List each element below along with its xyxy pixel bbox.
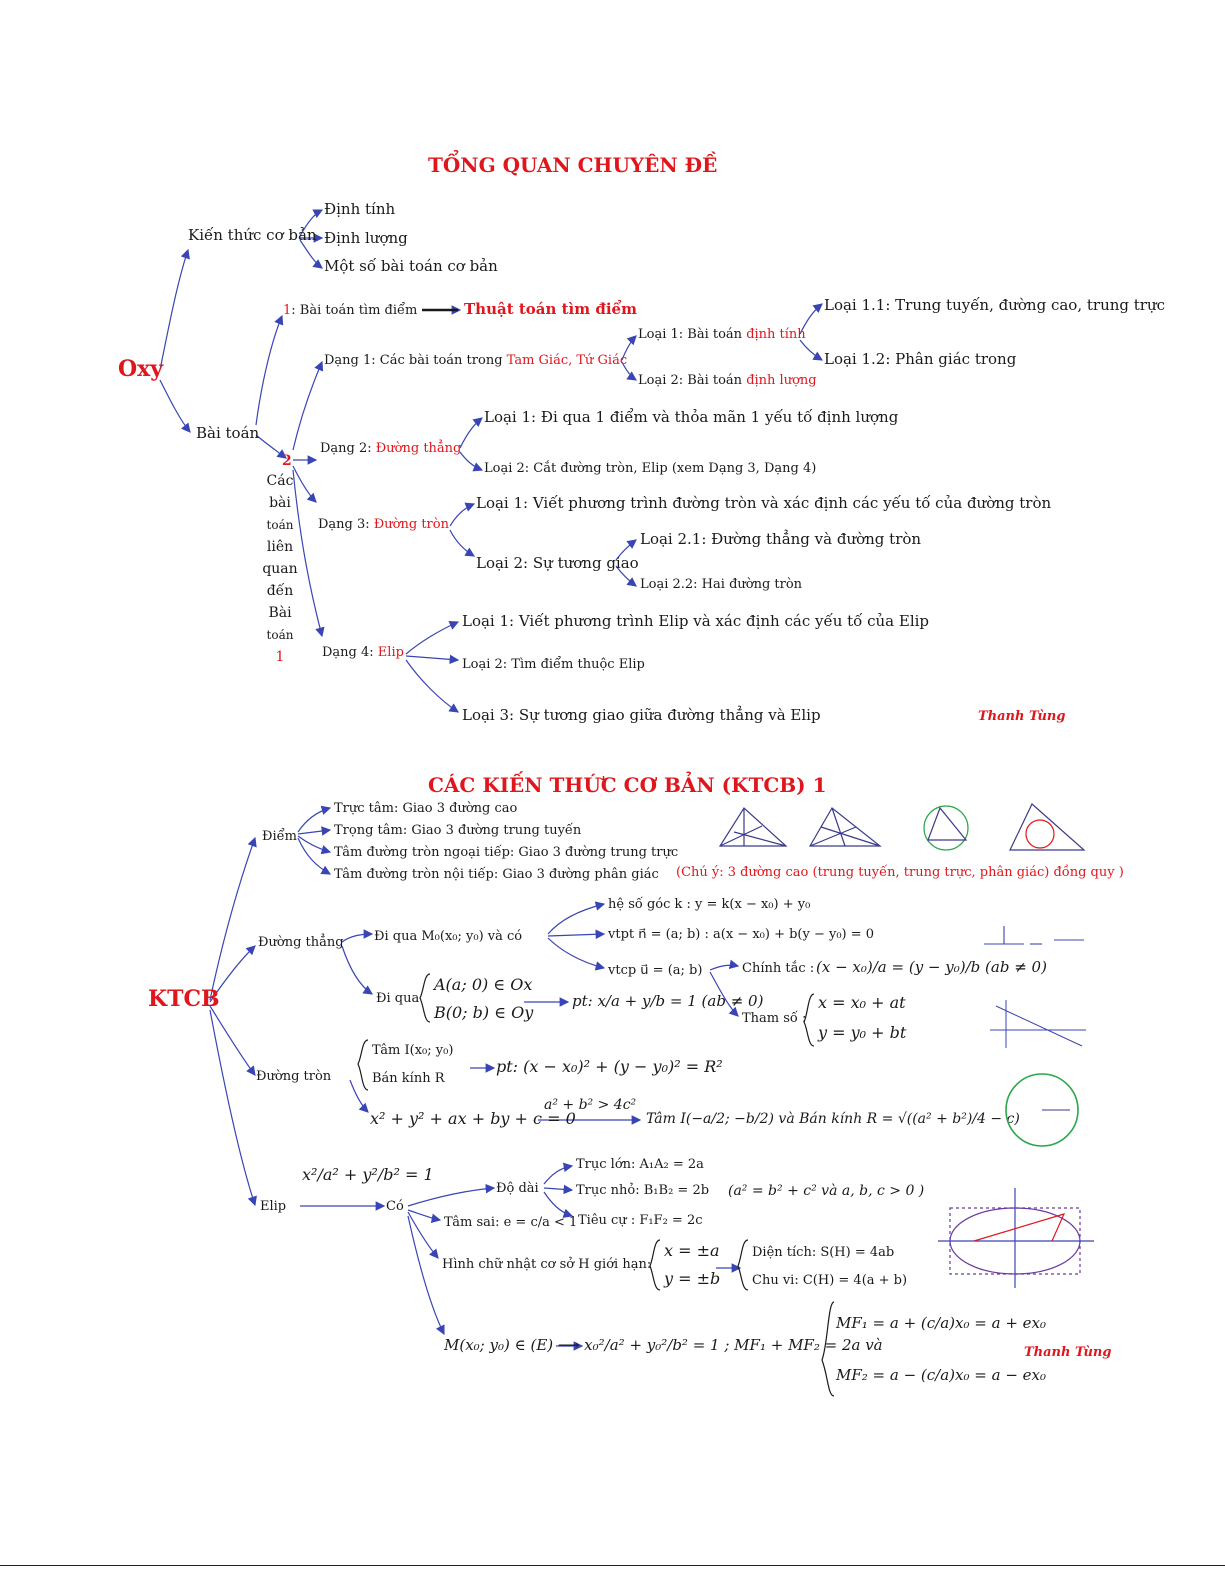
m-thuoc-elip: M(x₀; y₀) ∈ (E) ⟶ x₀²/a² + y₀²/b² = 1 ; MF₁ + MF₂ = 2a và <box>444 1336 883 1354</box>
dang-1-loai-1 <box>638 326 806 344</box>
dang-2-loai-1: Loại 1: Đi qua 1 điểm và thỏa mãn 1 yếu tố định lượng <box>484 408 899 426</box>
loai-1-2: Loại 1.2: Phân giác trong <box>824 350 1017 368</box>
bai-toan-1-label <box>283 302 417 320</box>
chu-y-note <box>676 864 1124 882</box>
kien-thuc-co-ban: Kiến thức cơ bản <box>188 226 317 244</box>
tham-so-2: y = y₀ + bt <box>818 1023 907 1042</box>
thuat-toan-tim-diem: Thuật toán tìm điểm <box>464 300 637 318</box>
dang-3-loai-1: Loại 1: Viết phương trình đường tròn và xác định các yếu tố của đường tròn <box>476 494 1052 512</box>
dang-1-prefix: Dạng 1: Các bài toán trong <box>324 353 507 368</box>
bt2-line: bài <box>269 495 291 511</box>
author-signature-2: Thanh Tùng <box>1024 1345 1112 1360</box>
tam-i: Tâm I(x₀; y₀) <box>372 1043 454 1058</box>
loai-1-1: Loại 1.1: Trung tuyến, đường cao, trung trực <box>824 296 1166 314</box>
he-so-goc: hệ số góc k : y = k(x − x₀) + y₀ <box>608 897 811 912</box>
vtpt: vtpt n⃗ = (a; b) : a(x − x₀) + b(y − y₀) = 0 <box>608 927 875 942</box>
tieu-cu: Tiêu cự : F₁F₂ = 2c <box>578 1213 703 1228</box>
hinh-chu-nhat: Hình chữ nhật cơ sở H giới hạn: <box>442 1257 652 1272</box>
ban-kinh: Bán kính R <box>372 1071 445 1086</box>
dang-1-loai-2 <box>638 372 817 390</box>
bai-toan: Bài toán <box>196 424 260 442</box>
loai-2-1: Loại 2.1: Đường thẳng và đường tròn <box>640 530 922 548</box>
dieu-kien: a² + b² > 4c² <box>544 1097 637 1113</box>
tam-ngoai-tiep: Tâm đường tròn ngoại tiếp: Giao 3 đường trung trực <box>334 845 679 860</box>
author-signature-1: Thanh Tùng <box>978 709 1066 724</box>
tam-noi-tiep: Tâm đường tròn nội tiếp: Giao 3 đường phân giác <box>334 867 659 882</box>
dang-3-loai-2: Loại 2: Sự tương giao <box>476 554 639 572</box>
dang-3-prefix: Dạng 3: <box>318 517 374 532</box>
hcn-y: y = ±b <box>664 1269 721 1288</box>
mot-so-bai-toan: Một số bài toán cơ bản <box>324 257 498 275</box>
incircle-triangle <box>1010 804 1084 850</box>
dien-tich: Diện tích: S(H) = 4ab <box>752 1245 895 1260</box>
dinh-tinh: Định tính <box>324 200 396 218</box>
intercept-figure <box>986 996 1090 1052</box>
tham-so-label: Tham số : <box>742 1011 807 1026</box>
elip-eq: x²/a² + y²/b² = 1 <box>302 1165 434 1184</box>
hcn-x: x = ±a <box>664 1241 720 1260</box>
bt2-line-end: 1 <box>275 649 285 665</box>
mf2: MF₂ = a − (c/a)x₀ = a − ex₀ <box>836 1366 1047 1384</box>
truc-tam: Trực tâm: Giao 3 đường cao <box>334 801 518 816</box>
dang-4-loai-2: Loại 2: Tìm điểm thuộc Elip <box>462 657 645 672</box>
duong-tron: Đường tròn <box>256 1069 332 1084</box>
pt-doan-chan: pt: x/a + y/b = 1 (ab ≠ 0) <box>572 992 764 1010</box>
co: Có <box>386 1199 404 1214</box>
ktcb-title: CÁC KIẾN THỨC CƠ BẢN (KTCB) 1 <box>428 773 827 797</box>
dang-3-highlight: Đường tròn <box>373 517 449 532</box>
vtcp: vtcp u⃗ = (a; b) <box>608 963 703 978</box>
pt-tong-quat: x² + y² + ax + by + c = 0 <box>370 1109 576 1128</box>
tham-so-1: x = x₀ + at <box>818 993 906 1012</box>
bt2-line: quan <box>262 561 298 577</box>
chinh-tac-eq: (x − x₀)/a = (y − y₀)/b (ab ≠ 0) <box>816 958 1047 976</box>
do-dai: Độ dài <box>496 1181 539 1196</box>
centroid-triangle <box>810 808 880 846</box>
tam-ban-kinh: Tâm I(−a/2; −b/2) và Bán kính R = √((a² + b²)/4 − c) <box>646 1111 1020 1127</box>
dang-1-highlight: Tam Giác, Tứ Giác <box>506 353 628 368</box>
bt2-line: liên <box>266 539 294 555</box>
bt2-line: đến <box>266 583 294 599</box>
bt2-line: toán <box>266 628 294 642</box>
page-bottom-rule <box>0 1565 1225 1566</box>
circle-figure <box>1000 1070 1084 1150</box>
truc-lon: Trục lớn: A₁A₂ = 2a <box>576 1157 704 1172</box>
dang-3 <box>318 516 449 534</box>
mf1: MF₁ = a + (c/a)x₀ = a + ex₀ <box>836 1314 1047 1332</box>
root-oxy: Oxy <box>118 356 164 382</box>
bai-toan-2-number: 2 <box>282 453 292 469</box>
di-qua-ab: Đi qua <box>376 991 420 1006</box>
dang-4 <box>322 644 404 662</box>
overview-title: TỔNG QUAN CHUYÊN ĐỀ <box>428 153 718 177</box>
circumcircle-triangle <box>928 808 966 840</box>
b-point: B(0; b) ∈ Oy <box>434 1003 534 1022</box>
di-qua-m0: Đi qua M₀(x₀; y₀) và có <box>374 929 523 944</box>
d1-loai1-highlight: định tính <box>746 327 806 342</box>
bai-toan-2-description <box>262 470 298 668</box>
bai-toan-1-number: 1 <box>283 303 292 318</box>
d1-loai1-prefix: Loại 1: Bài toán <box>638 327 747 342</box>
d1-loai2-highlight: định lượng <box>746 373 817 388</box>
a-point: A(a; 0) ∈ Ox <box>434 975 533 994</box>
elip: Elip <box>260 1199 287 1214</box>
bt2-line: Các <box>266 473 294 489</box>
dang-4-highlight: Elip <box>377 645 404 660</box>
vector-figure <box>980 918 1090 952</box>
dang-4-loai-3: Loại 3: Sự tương giao giữa đường thẳng và Elip <box>462 706 821 724</box>
chu-vi: Chu vi: C(H) = 4(a + b) <box>752 1273 908 1288</box>
duong-thang: Đường thẳng <box>258 935 344 950</box>
loai-2-2: Loại 2.2: Hai đường tròn <box>640 577 803 592</box>
triangle-figures <box>714 802 1104 860</box>
dang-4-prefix: Dạng 4: <box>322 645 378 660</box>
dang-2 <box>320 440 461 458</box>
dang-2-highlight: Đường thẳng <box>375 441 462 456</box>
dang-4-loai-1: Loại 1: Viết phương trình Elip và xác định các yếu tố của Elip <box>462 612 930 630</box>
tam-sai: Tâm sai: e = c/a < 1 <box>444 1215 578 1230</box>
pt-duong-tron: pt: (x − x₀)² + (y − y₀)² = R² <box>496 1057 723 1076</box>
dang-2-prefix: Dạng 2: <box>320 441 376 456</box>
dang-2-loai-2: Loại 2: Cắt đường tròn, Elip (xem Dạng 3, Dạng 4) <box>484 461 817 476</box>
d1-loai2-prefix: Loại 2: Bài toán <box>638 373 747 388</box>
ellipse-figure <box>934 1184 1102 1294</box>
dinh-luong: Định lượng <box>324 229 408 247</box>
root-ktcb: KTCB <box>148 986 220 1012</box>
bt2-line: toán <box>266 518 294 532</box>
bai-toan-1-text: : Bài toán tìm điểm <box>291 303 418 318</box>
diem: Điểm <box>262 829 297 844</box>
bt2-line: Bài <box>268 605 292 621</box>
he-thuc-abc: (a² = b² + c² và a, b, c > 0 ) <box>728 1183 925 1199</box>
chu-y-text: (Chú ý: 3 đường cao (trung tuyến, trung trực, phân giác) đồng quy ) <box>676 865 1124 880</box>
orthocenter-triangle <box>720 808 786 846</box>
chinh-tac-label: Chính tắc : <box>742 961 815 976</box>
trong-tam: Trọng tâm: Giao 3 đường trung tuyến <box>334 823 582 838</box>
dang-1 <box>324 352 627 370</box>
truc-nho: Trục nhỏ: B₁B₂ = 2b <box>576 1183 710 1198</box>
